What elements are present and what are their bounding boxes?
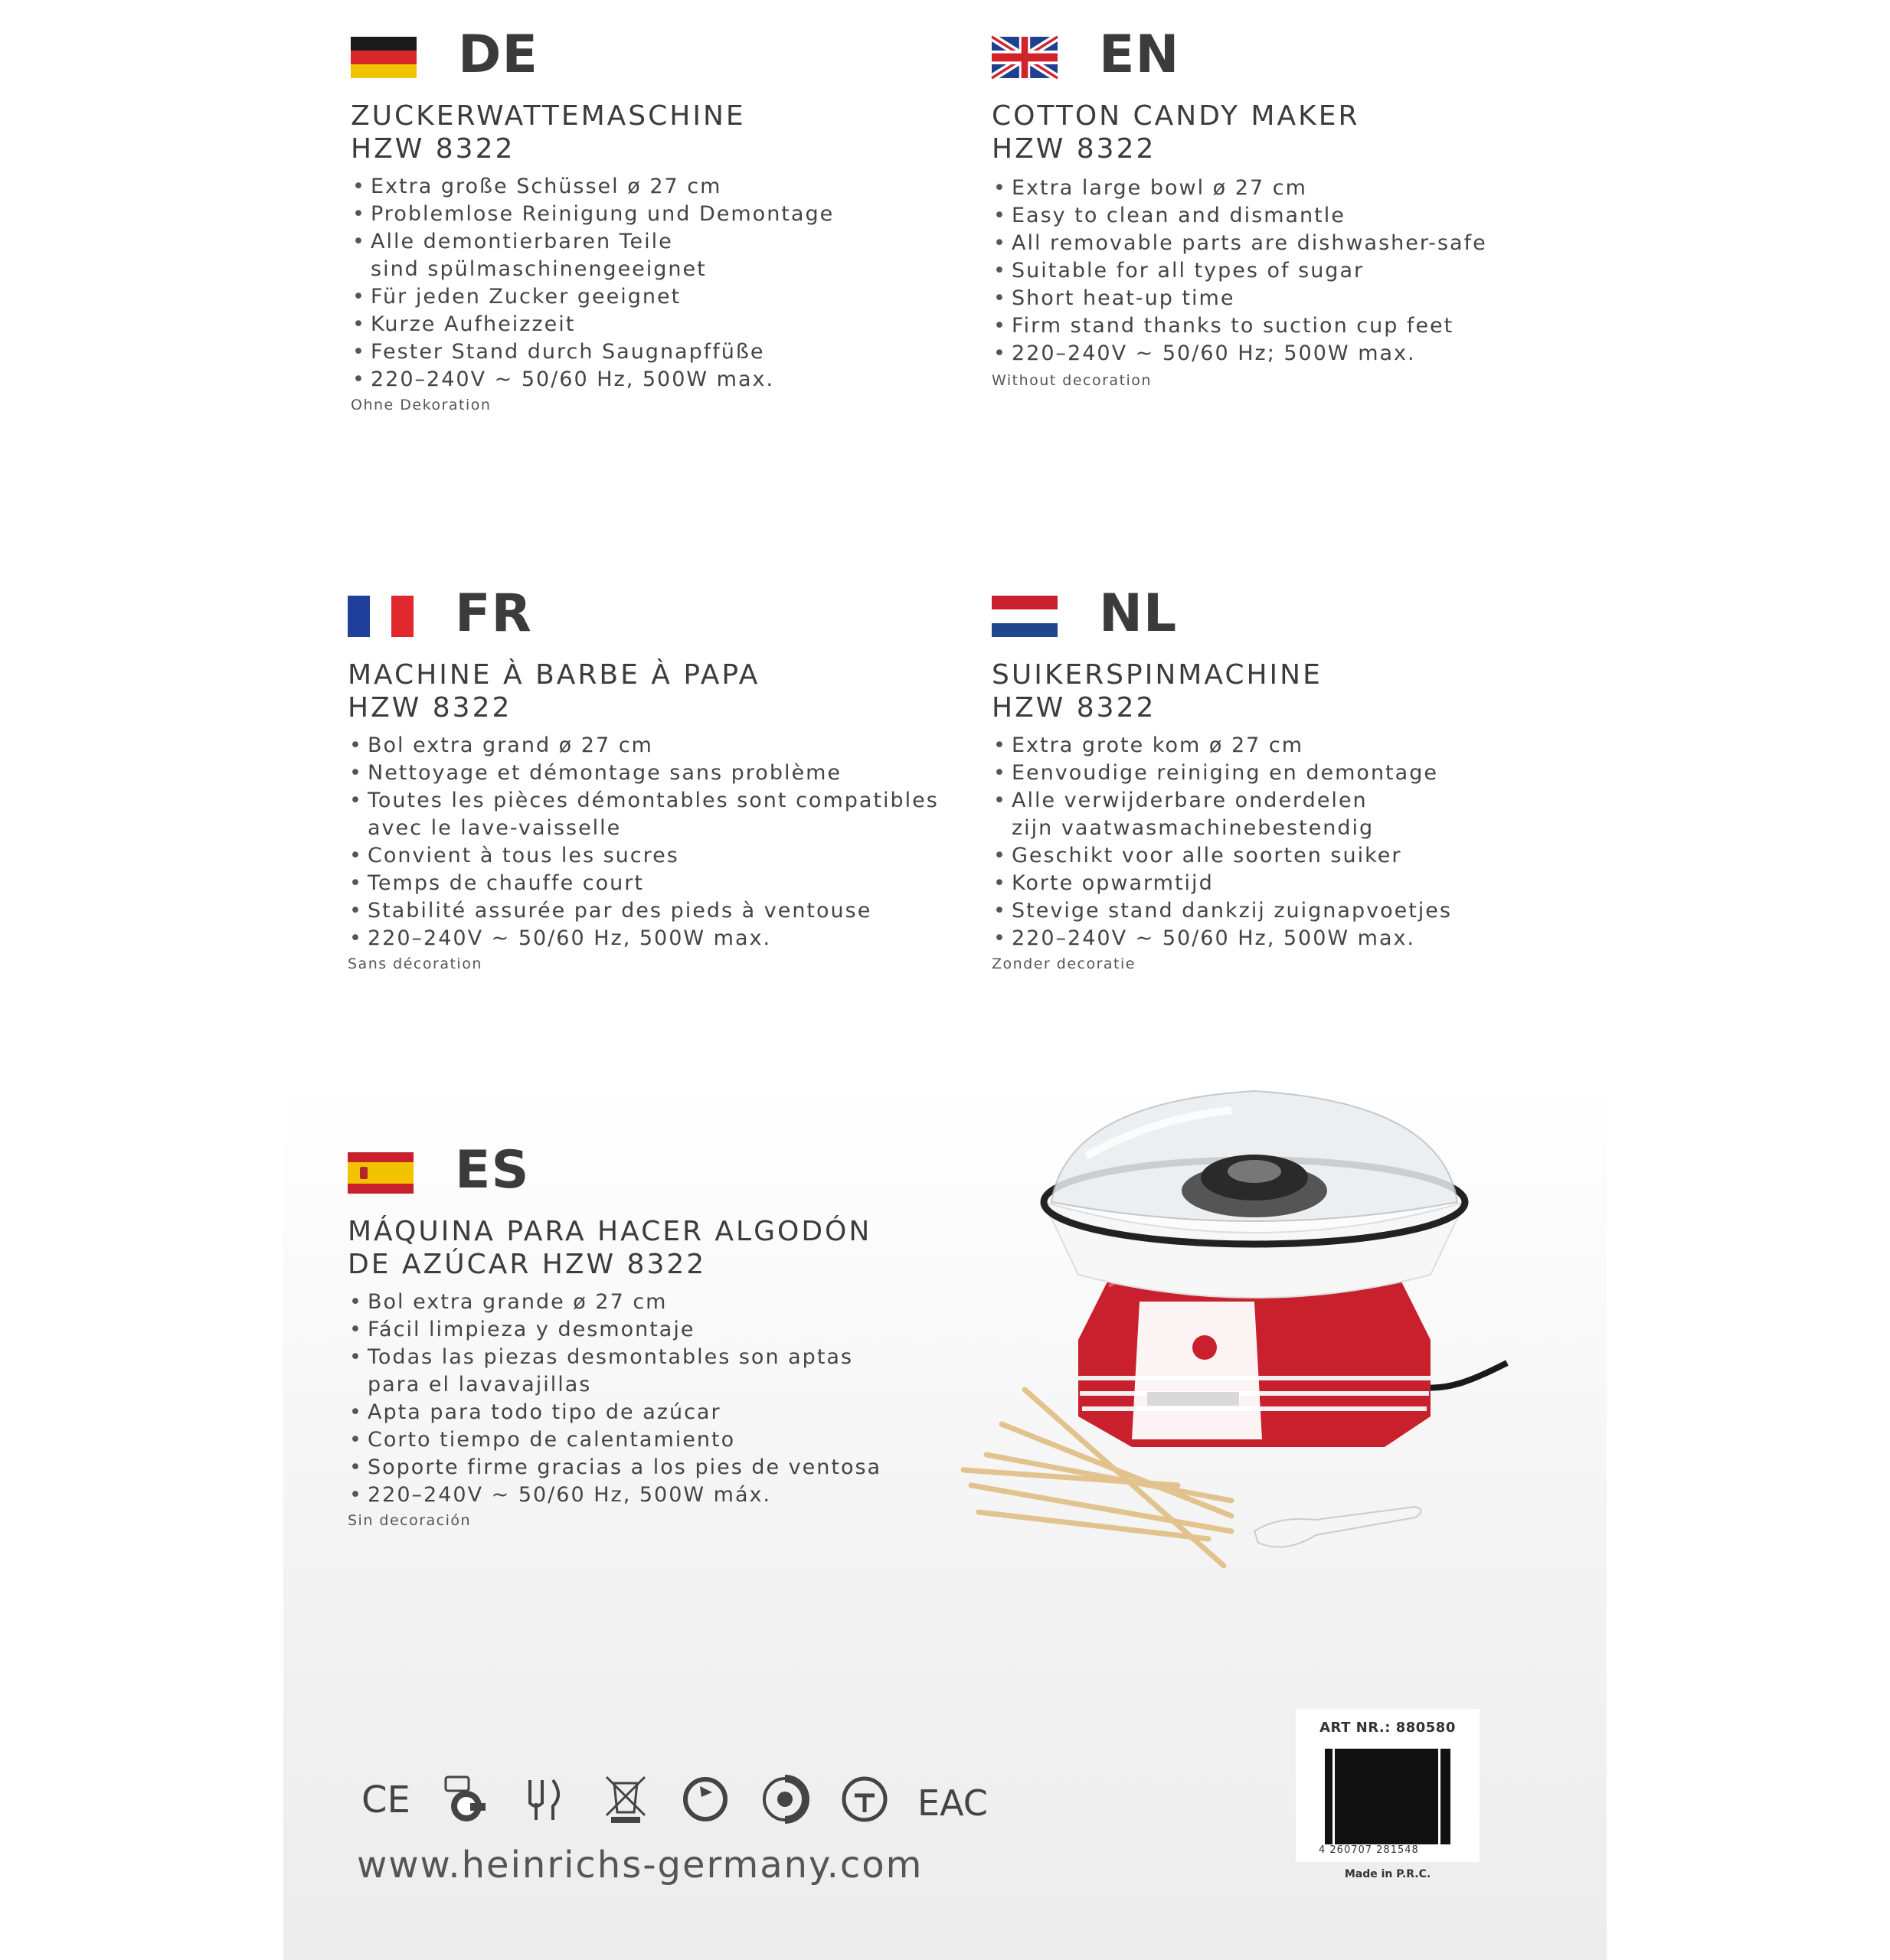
lang-code-de: DE [458, 24, 538, 85]
feature-item: • Bol extra grande ø 27 cm [348, 1289, 945, 1316]
feature-item: • Temps de chauffe court [348, 870, 945, 897]
lang-code-fr: FR [455, 583, 532, 644]
feature-item: • Soporte firme gracias a los pies de ventosa [348, 1454, 945, 1481]
product-title-de: ZUCKERWATTEMASCHINE HZW 8322 [351, 100, 746, 165]
feature-item: • Korte opwarmtijd [992, 870, 1589, 897]
certification-marks [360, 1765, 988, 1834]
feature-item: • Stabilité assurée par des pieds à ventouse [348, 897, 945, 925]
feature-item: • 220–240V ~ 50/60 Hz, 500W max. [992, 925, 1589, 952]
france-flag-icon [348, 596, 414, 637]
decoration-note-en: Without decoration [992, 372, 1152, 389]
decoration-note-de: Ohne Dekoration [351, 397, 492, 413]
feature-item: • 220–240V ~ 50/60 Hz, 500W max. [351, 366, 948, 394]
feature-item: • Convient à tous les sucres [348, 842, 945, 870]
eac-mark-icon [917, 1772, 988, 1826]
svg-text:EAC: EAC [917, 1782, 988, 1824]
feature-item: • Extra große Schüssel ø 27 cm [351, 173, 948, 201]
lang-code-es: ES [455, 1140, 530, 1200]
feature-item: • Todas las piezas desmontables son aptas para el lavavajillas [348, 1344, 945, 1399]
feature-item: • Short heat-up time [992, 285, 1589, 312]
website-url: www.heinrichs-germany.com [357, 1844, 924, 1886]
feature-item: • Geschikt voor alle soorten suiker [992, 842, 1589, 870]
cotton-candy-machine-image [956, 1087, 1614, 1577]
made-in-label: Made in P.R.C. [1344, 1868, 1431, 1880]
svg-text:CE: CE [361, 1779, 410, 1821]
barcode-number: 4 260707 281548 [1319, 1844, 1419, 1856]
decoration-note-fr: Sans décoration [348, 956, 482, 972]
uk-flag-icon [992, 37, 1058, 78]
decoration-note-nl: Zonder decoratie [992, 956, 1136, 972]
feature-item: • Toutes les pièces démontables sont compatibles avec le lave-vaisselle [348, 787, 945, 842]
feature-item: • 220–240V ~ 50/60 Hz; 500W max. [992, 340, 1589, 368]
feature-item: • Fácil limpieza y desmontaje [348, 1316, 945, 1344]
product-title-en: COTTON CANDY MAKER HZW 8322 [992, 100, 1360, 165]
barcode-label [1296, 1709, 1480, 1862]
feature-list-nl [992, 732, 1589, 952]
feature-item: • Bol extra grand ø 27 cm [348, 732, 945, 760]
feature-list-fr [348, 732, 945, 952]
food-safe-icon [519, 1772, 573, 1826]
decoration-note-es: Sin decoración [348, 1512, 472, 1529]
feature-item: • Extra grote kom ø 27 cm [992, 732, 1589, 760]
feature-item: • Alle demontierbaren Teile sind spülmaschinengeeignet [351, 228, 948, 283]
gs-mark-icon [440, 1772, 493, 1826]
barcode-icon [1325, 1749, 1450, 1844]
feature-item: • Für jeden Zucker geeignet [351, 283, 948, 311]
feature-list-en [992, 175, 1589, 368]
product-title-es: MÁQUINA PARA HACER ALGODÓN DE AZÚCAR HZW 8322 [348, 1216, 872, 1280]
product-title-nl: SUIKERSPINMACHINE HZW 8322 [992, 659, 1323, 724]
feature-item: • Easy to clean and dismantle [992, 202, 1589, 230]
feature-item: • Alle verwijderbare onderdelen zijn vaatwasmachinebestendig [992, 787, 1589, 842]
product-title-fr: MACHINE À BARBE À PAPA HZW 8322 [348, 659, 760, 724]
feature-item: • 220–240V ~ 50/60 Hz, 500W máx. [348, 1481, 945, 1509]
article-number: ART NR.: 880580 [1319, 1720, 1456, 1736]
feature-item: • Suitable for all types of sugar [992, 257, 1589, 285]
lang-code-en: EN [1099, 24, 1180, 85]
spain-flag-icon [348, 1152, 414, 1194]
product-info-sheet [283, 0, 1607, 1960]
feature-item: • Eenvoudige reiniging en demontage [992, 760, 1589, 787]
ce-mark-icon [360, 1772, 414, 1826]
recycling-icon [679, 1772, 732, 1826]
tuv-mark-icon [838, 1772, 891, 1826]
feature-item: • Apta para todo tipo de azúcar [348, 1399, 945, 1426]
lang-code-nl: NL [1099, 583, 1178, 644]
feature-list-es [348, 1289, 945, 1509]
feature-item: • Corto tiempo de calentamiento [348, 1426, 945, 1454]
feature-item: • Extra large bowl ø 27 cm [992, 175, 1589, 202]
feature-item: • 220–240V ~ 50/60 Hz, 500W max. [348, 925, 945, 952]
feature-item: • Stevige stand dankzij zuignapvoetjes [992, 897, 1589, 925]
green-dot-icon [758, 1772, 812, 1826]
germany-flag-icon [351, 37, 417, 78]
feature-item: • Kurze Aufheizzeit [351, 311, 948, 338]
feature-list-de [351, 173, 948, 394]
feature-item: • Problemlose Reinigung und Demontage [351, 201, 948, 228]
feature-item: • Fester Stand durch Saugnapffüße [351, 338, 948, 366]
feature-item: • Firm stand thanks to suction cup feet [992, 312, 1589, 340]
weee-bin-icon [599, 1772, 652, 1826]
feature-item: • Nettoyage et démontage sans problème [348, 760, 945, 787]
feature-item: • All removable parts are dishwasher-safe [992, 230, 1589, 257]
netherlands-flag-icon [992, 596, 1058, 637]
